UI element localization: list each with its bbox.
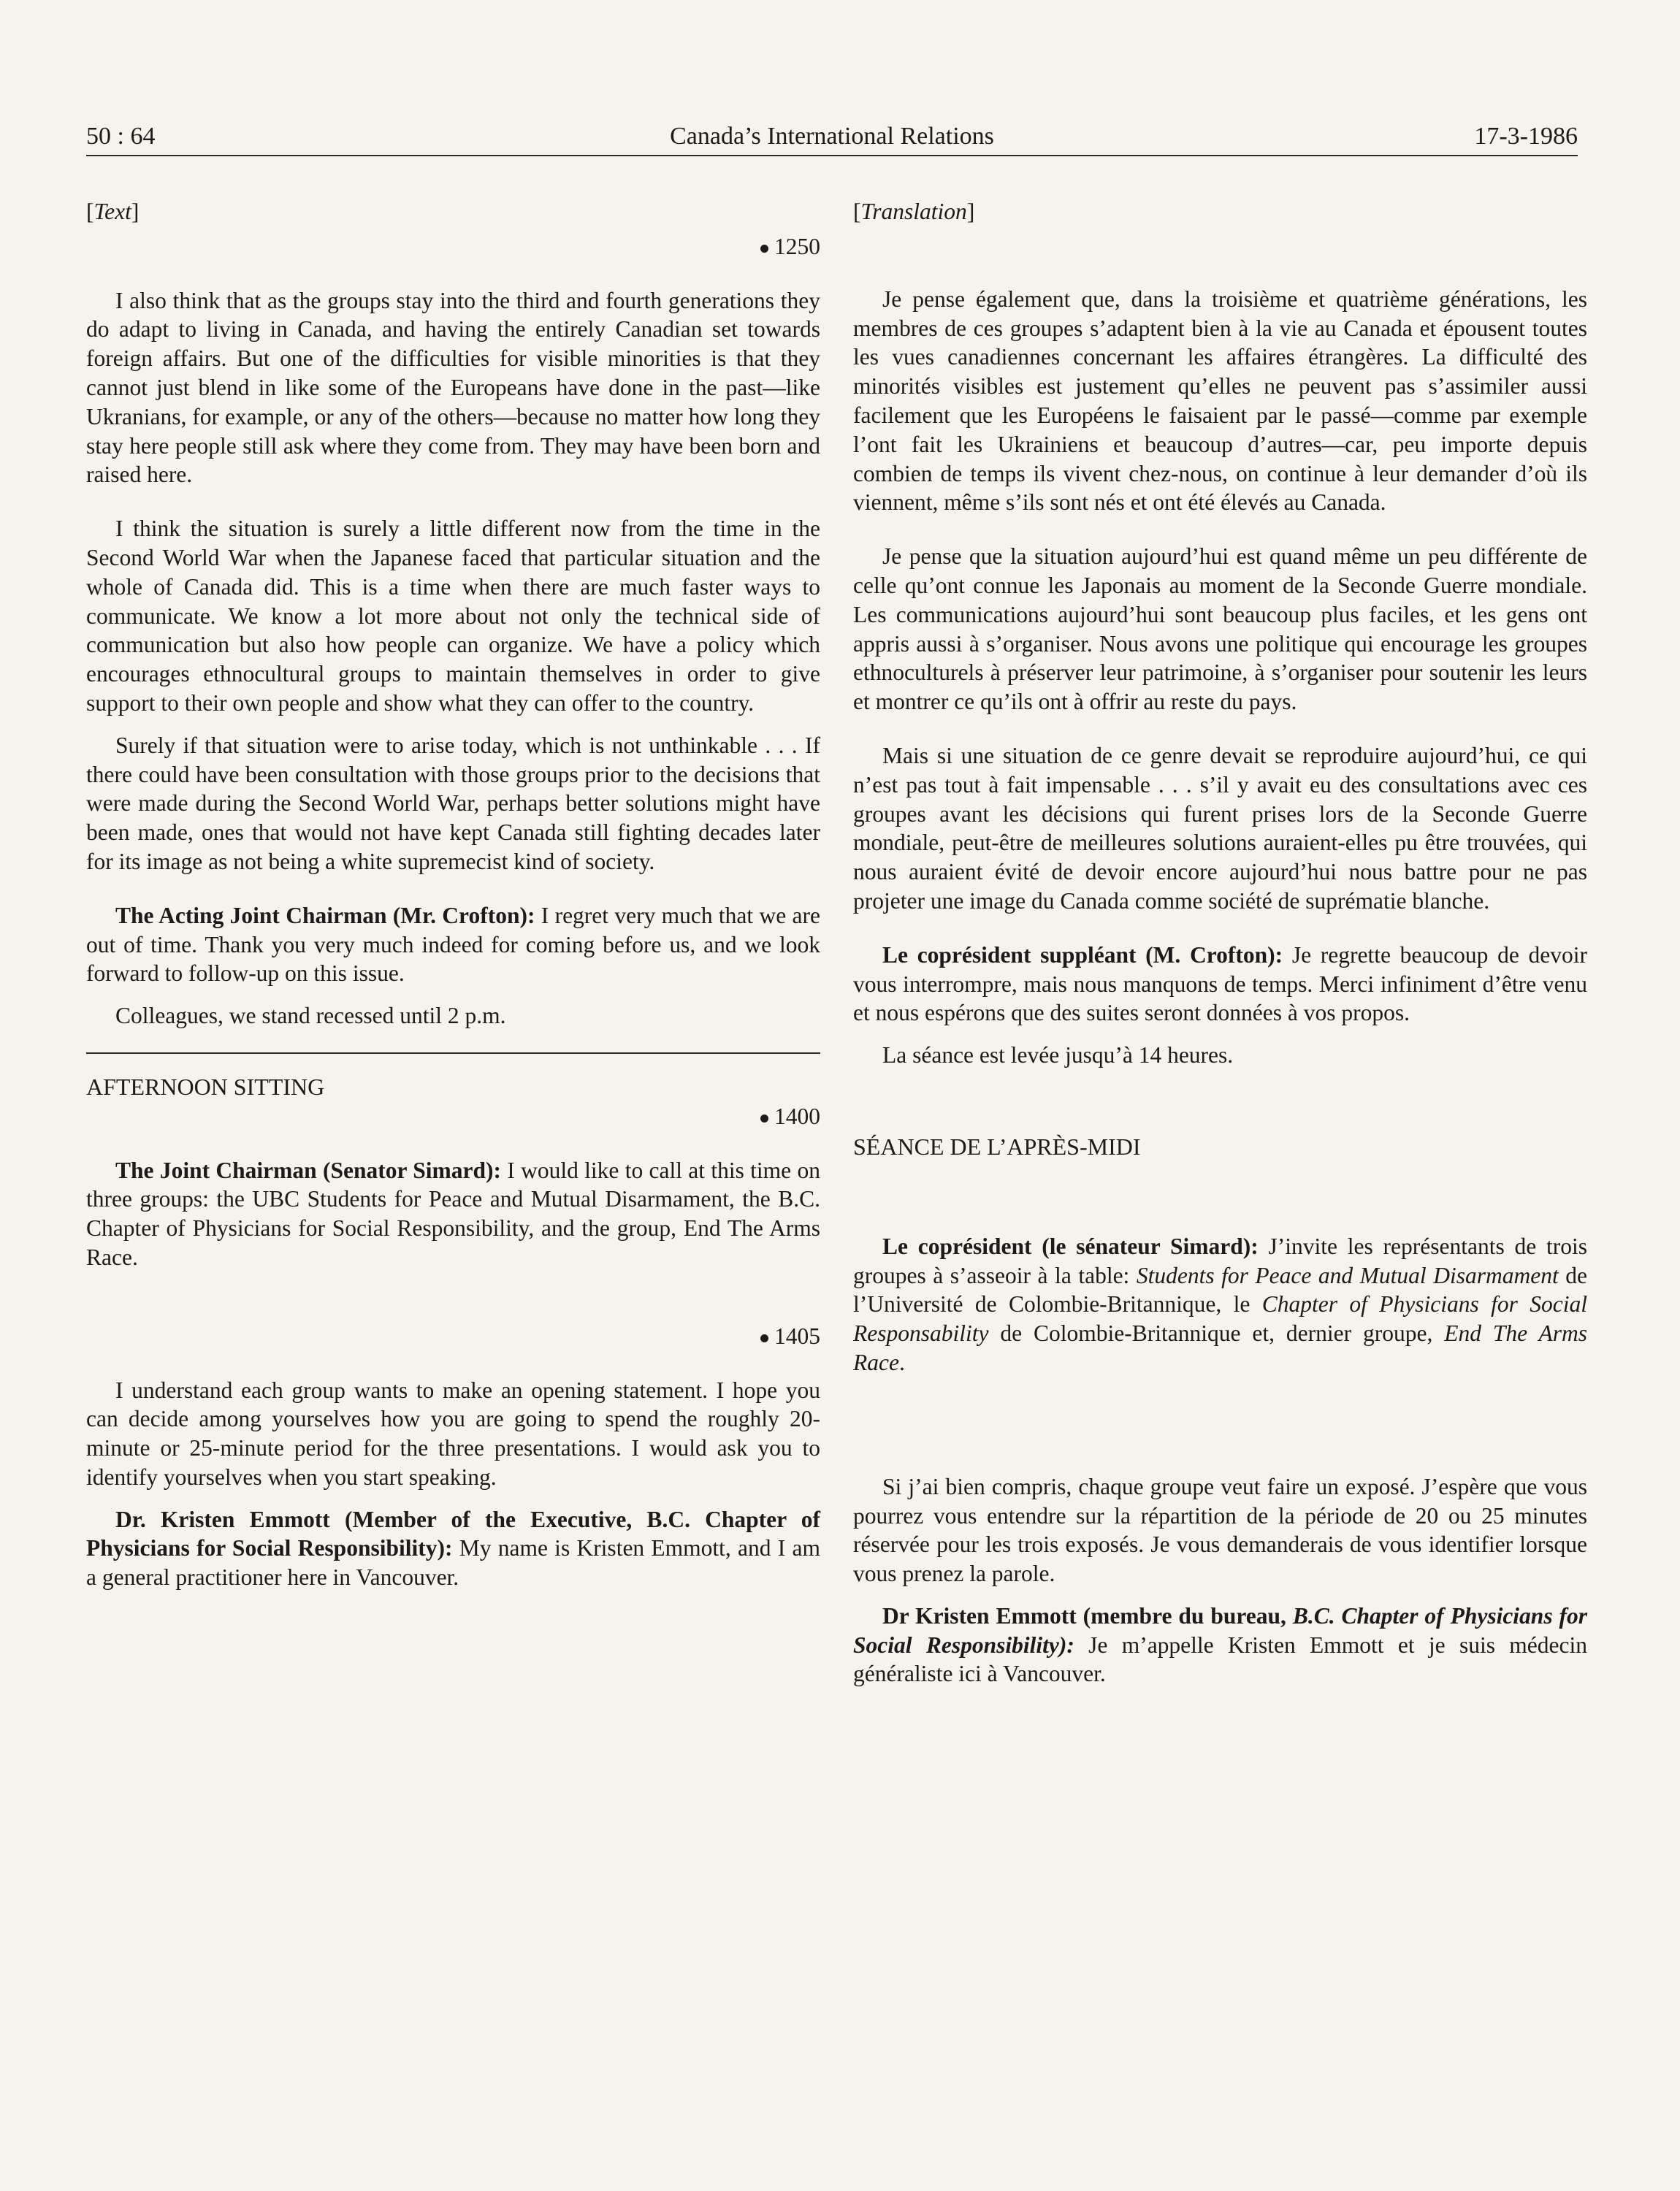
french-column [853, 197, 1587, 1689]
paragraph: Je pense que la situation aujourd’hui est quand même un peu différente de celle qu’ont connue les Japonais au moment de la Seconde Guerre mondiale. Les communications aujourd’hui sont beaucoup plus faciles, et les gens ont appris aussi à s’organiser. Nous avons une politique qui encourage les groupes ethnoculturels à préserver leur patrimoine, à s’organiser pour soutenir les leurs et montrer ce qu’ils ont à offrir au reste du pays. [853, 543, 1587, 715]
paragraph: Dr Kristen Emmott (membre du bureau, B.C. Chapter of Physicians for Social Responsibility): Je m’appelle Kristen Emmott et je suis médecin généraliste ici à Vancouver. [853, 1602, 1588, 1687]
paragraph: Le coprésident suppléant (M. Crofton): Je regrette beaucoup de devoir vous interrompre, mais nous manquons de temps. Merci infiniment d’être venu et nous espérons que des suites seront données à vos propos. [853, 941, 1587, 1026]
bullet-icon [760, 1334, 768, 1342]
section-divider [86, 1052, 820, 1054]
paragraph: I understand each group wants to make an opening statement. I hope you can decide among yourselves how you are going to spend the roughly 20-minute or 25-minute period for the three presentations. I would ask you to identify yourselves when you start speaking. [86, 1377, 820, 1490]
column-label: [Translation] [853, 199, 975, 224]
paragraph: The Joint Chairman (Senator Simard): I would like to call at this time on three groups: the UBC Students for Peace and Mutual Disarmament, the B.C. Chapter of Physicians for Social Responsibility, and the group, End The Arms Race. [86, 1157, 820, 1270]
bullet-icon [760, 1114, 768, 1123]
section-heading: AFTERNOON SITTING [86, 1073, 325, 1100]
running-header [86, 123, 1578, 156]
paragraph: Dr. Kristen Emmott (Member of the Executive, B.C. Chapter of Physicians for Social Responsibility): My name is Kristen Emmott, and I am a general practitioner here in Vancouver. [86, 1506, 820, 1591]
speaker-name: Le coprésident suppléant (M. Crofton): [882, 941, 1283, 968]
publication-title: Canada’s International Relations [670, 123, 994, 150]
paragraph: La séance est levée jusqu’à 14 heures. [882, 1042, 1234, 1068]
bullet-icon [760, 245, 768, 253]
speaker-name: Dr Kristen Emmott (membre du bureau, B.C. Chapter of Physicians for Social Responsibility): [853, 1602, 1587, 1658]
paragraph: Surely if that situation were to arise today, which is not unthinkable . . . If there could have been consultation with those groups prior to the decisions that were made during the Second World War, perhaps better solutions might have been made, ones that would not have kept Canada still fighting decades later for its image as not being a white supremecist kind of society. [86, 732, 820, 874]
time-marker: 1400 [86, 1102, 820, 1131]
paragraph: Colleagues, we stand recessed until 2 p.m. [115, 1003, 506, 1029]
paragraph: Je pense également que, dans la troisième et quatrième générations, les membres de ces groupes s’adaptent bien à la vie au Canada et épousent toutes les vues canadiennes concernant les affaires étrangères. La difficulté des minorités visibles est justement qu’elles ne peuvent pas s’assimiler aussi facilement que les Européens le faisaient par le passé—comme par exemple l’ont fait les Ukrainiens et beaucoup d’autres—car, peu importe depuis combien de temps ils vivent chez-nous, on continue à leur demander d’où ils viennent, même s’ils sont nés et ont été élevés au Canada. [853, 286, 1587, 516]
speaker-name: The Joint Chairman (Senator Simard): [115, 1157, 501, 1183]
english-column [86, 197, 820, 1592]
column-label: [Text] [86, 199, 140, 224]
speaker-name: Le coprésident (le sénateur Simard): [882, 1233, 1259, 1259]
page-number: 50 : 64 [86, 123, 156, 150]
time-marker: 1405 [86, 1322, 820, 1351]
paragraph: Le coprésident (le sénateur Simard): J’invite les représentants de trois groupes à s’asseoir à la table: Students for Peace and Mutual Disarmament de l’Université de Colombie-Britannique, le Chapter of Physicians for Social Responsability de Colombie-Britannique et, dernier groupe, End The Arms Race. [853, 1233, 1587, 1375]
time-marker: 1250 [86, 232, 820, 261]
paragraph: Mais si une situation de ce genre devait se reproduire aujourd’hui, ce qui n’est pas tout à fait impensable . . . s’il y avait eu des consultations avec ces groupes avant les décisions qui furent prises lors de la Seconde Guerre mondiale, peut-être de meilleures solutions auraient-elles pu être trouvées, qui nous auraient évité de devoir encore aujourd’hui nous battre pour ne pas projeter une image du Canada comme société de suprématie blanche. [853, 742, 1587, 914]
paragraph: Si j’ai bien compris, chaque groupe veut faire un exposé. J’espère que vous pourrez vous entendre sur la répartition de la période de 20 ou 25 minutes réservée pour les trois exposés. Je vous demanderais de vous identifier lorsque vous prenez la parole. [853, 1473, 1587, 1587]
paragraph: I also think that as the groups stay into the third and fourth generations they do adapt to living in Canada, and having the entirely Canadian set towards foreign affairs. But one of the difficulties for visible minorities is that they cannot just blend in like some of the Europeans have done in the past—like Ukranians, for example, or any of the others—because no matter how long they stay here people still ask where they come from. They may have been born and raised here. [86, 287, 820, 488]
sitting-date: 17-3-1986 [1474, 123, 1578, 150]
speaker-name: Dr. Kristen Emmott (Member of the Executive, B.C. Chapter of Physicians for Social Responsibility): [86, 1506, 820, 1561]
speaker-name: The Acting Joint Chairman (Mr. Crofton): [115, 902, 535, 928]
paragraph: I think the situation is surely a little different now from the time in the Second World War when the Japanese faced that particular situation and the whole of Canada did. This is a time when there are much faster ways to communicate. We know a lot more about not only the technical side of communication but also how people can organize. We have a policy which encourages ethnocultural groups to maintain themselves in order to give support to their own people and show what they can offer to the country. [86, 516, 820, 716]
section-heading: SÉANCE DE L’APRÈS-MIDI [853, 1133, 1141, 1160]
paragraph: The Acting Joint Chairman (Mr. Crofton): I regret very much that we are out of time. Thank you very much indeed for coming before us, and we look forward to follow-up on this issue. [86, 902, 820, 987]
